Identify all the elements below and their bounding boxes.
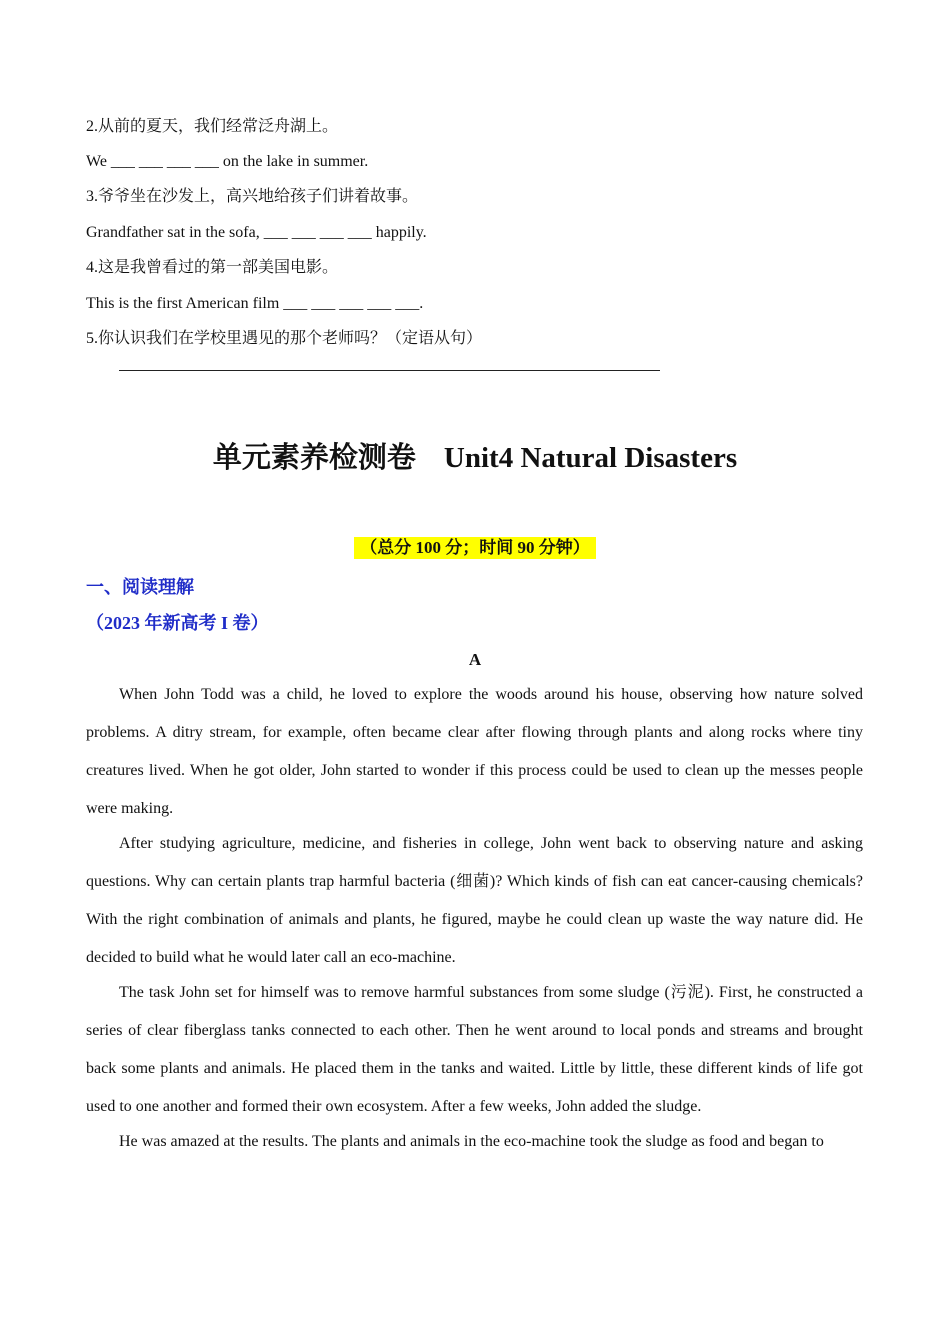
exercise-item-2-cn: 2.从前的夏天，我们经常泛舟湖上。: [86, 118, 339, 135]
exercise-item-5-cn: 5.你认识我们在学校里遇见的那个老师吗？（定语从句）: [86, 330, 483, 347]
passage-paragraph: He was amazed at the results. The plants and animals in the eco-machine took the sludge as food and began to: [119, 1133, 824, 1150]
title-en: Unit4 Natural Disasters: [443, 442, 738, 474]
exercise-item-3-en: Grandfather sat in the sofa, ___ ___ ___ ___ happily.: [86, 224, 427, 241]
exercise-item-4-en: This is the first American film ___ ___ ___ ___ ___.: [86, 295, 424, 312]
exam-meta: （总分 100 分；时间 90 分钟）: [354, 537, 596, 559]
page-title: [0, 440, 950, 476]
passage-paragraph: When John Todd was a child, he loved to explore the woods around his house, observing how nature solved problems. A ditry stream, for example, often became clear after flowing through plants and along rocks where tiny creatures lived. When he got older, John started to wonder if this process could be used to clean up the messes people were making.: [86, 686, 863, 817]
section-source: （2023 年新高考 I 卷）: [86, 613, 269, 633]
section-heading: 一、阅读理解: [86, 577, 194, 597]
exercise-item-4-cn: 4.这是我曾看过的第一部美国电影。: [86, 259, 339, 276]
answer-line: [119, 370, 660, 371]
passage-label: A: [468, 650, 482, 669]
exercise-item-3-cn: 3.爷爷坐在沙发上，高兴地给孩子们讲着故事。: [86, 188, 419, 205]
passage-paragraph: The task John set for himself was to remove harmful substances from some sludge (污泥). First, he constructed a series of clear fiberglass tanks connected to each other. Then he went around to local ponds and streams and brought back some plants and animals. He placed them in the tanks and waited. Little by little, these different kinds of life got used to one another and formed their own ecosystem. After a few weeks, John added the sludge.: [86, 984, 863, 1115]
exercise-item-2-en: We ___ ___ ___ ___ on the lake in summer.: [86, 153, 369, 170]
passage-paragraph: After studying agriculture, medicine, and fisheries in college, John went back to observing nature and asking questions. Why can certain plants trap harmful bacteria (细菌)? Which kinds of fish can eat cancer-causing chemicals? With the right combination of animals and plants, he figured, maybe he could clean up waste the way nature did. He decided to build what he would later call an eco-machine.: [86, 835, 863, 966]
passage-body: [86, 676, 863, 1158]
title-cn: 单元素养检测卷: [212, 442, 416, 474]
